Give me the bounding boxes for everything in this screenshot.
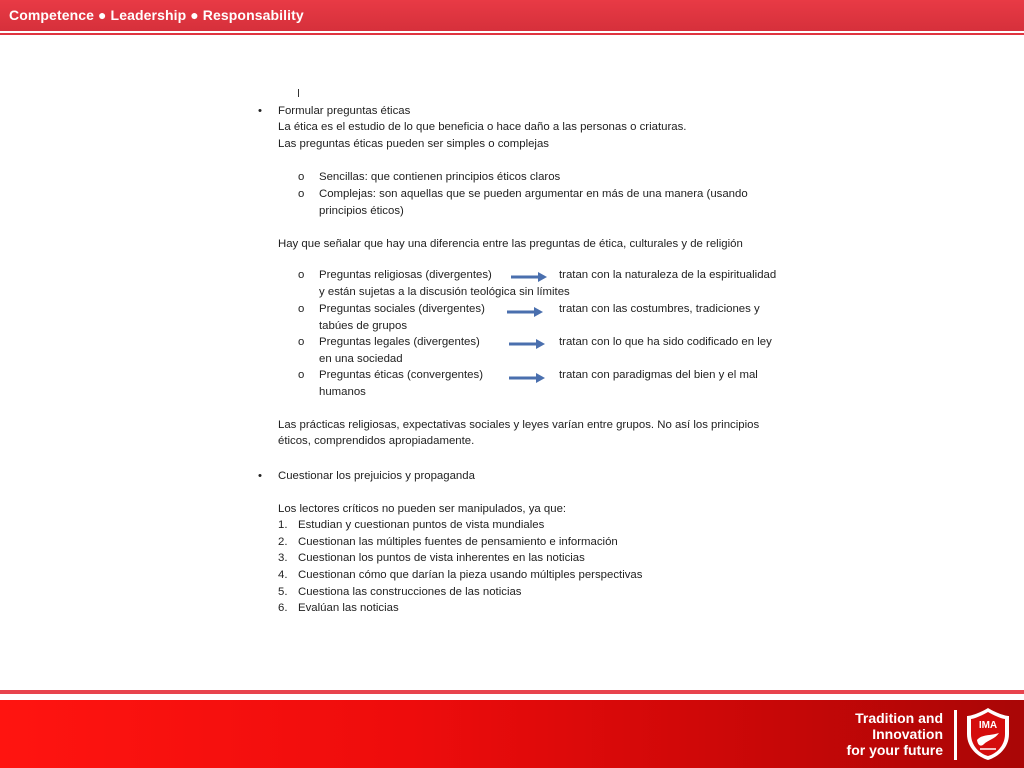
section-title: Formular preguntas éticas xyxy=(278,105,411,117)
footer-bar xyxy=(0,700,1024,768)
list-number: 6. xyxy=(278,602,288,614)
cursor-mark xyxy=(298,89,299,97)
paragraph-line: éticos, comprendidos apropiadamente. xyxy=(278,435,475,447)
list-number: 1. xyxy=(278,519,288,531)
slogan-line: Innovation xyxy=(872,726,943,742)
bullet: • xyxy=(258,470,262,482)
paragraph-line: La ética es el estudio de lo que beneficia o hace daño a las personas o criaturas. xyxy=(278,121,687,133)
comparison-continuation: tabúes de grupos xyxy=(319,320,408,332)
arrow-right-icon xyxy=(509,373,545,383)
footer-separator xyxy=(954,710,957,760)
logo-text: IMA xyxy=(978,720,998,731)
comparison-label: Preguntas sociales (divergentes) xyxy=(319,303,485,315)
list-item: Cuestionan las múltiples fuentes de pensamiento e información xyxy=(298,536,618,548)
ima-shield-logo-icon xyxy=(964,706,1012,762)
paragraph-line: Los lectores críticos no pueden ser manipulados, ya que: xyxy=(278,503,567,515)
arrow-right-icon xyxy=(509,339,545,349)
list-marker: o xyxy=(298,336,305,348)
comparison-label: Preguntas religiosas (divergentes) xyxy=(319,269,492,281)
list-marker: o xyxy=(298,303,305,315)
list-item: Complejas: son aquellas que se pueden argumentar en más de una manera (usando xyxy=(319,188,748,200)
paragraph-line: Hay que señalar que hay una diferencia entre las preguntas de ética, culturales y de religión xyxy=(278,238,743,250)
list-item: Cuestionan cómo que darían la pieza usando múltiples perspectivas xyxy=(298,569,643,581)
list-item: Cuestiona las construcciones de las noticias xyxy=(298,586,522,598)
footer-slogan xyxy=(847,710,943,758)
section-title: Cuestionar los prejuicios y propaganda xyxy=(278,470,475,482)
header-tagline: Competence ● Leadership ● Responsability xyxy=(9,7,304,23)
list-number: 2. xyxy=(278,536,288,548)
comparison-text: tratan con lo que ha sido codificado en ley xyxy=(559,336,772,348)
list-item-continuation: principios éticos) xyxy=(319,205,404,217)
bullet: • xyxy=(258,105,262,117)
comparison-continuation: y están sujetas a la discusión teológica sin límites xyxy=(319,286,570,298)
arrow-right-icon xyxy=(511,272,547,282)
comparison-text: tratan con las costumbres, tradiciones y xyxy=(559,303,760,315)
list-number: 4. xyxy=(278,569,288,581)
paragraph-line: Las prácticas religiosas, expectativas sociales y leyes varían entre grupos. No así los principios xyxy=(278,419,760,431)
comparison-label: Preguntas legales (divergentes) xyxy=(319,336,480,348)
list-item: Sencillas: que contienen principios éticos claros xyxy=(319,171,561,183)
paragraph-line: Las preguntas éticas pueden ser simples o complejas xyxy=(278,138,549,150)
list-item: Cuestionan los puntos de vista inherentes en las noticias xyxy=(298,552,585,564)
list-marker: o xyxy=(298,369,305,381)
list-number: 5. xyxy=(278,586,288,598)
list-item: Estudian y cuestionan puntos de vista mundiales xyxy=(298,519,545,531)
comparison-label: Preguntas éticas (convergentes) xyxy=(319,369,483,381)
slogan-line: for your future xyxy=(846,742,943,758)
arrow-right-icon xyxy=(507,307,543,317)
list-item: Evalúan las noticias xyxy=(298,602,399,614)
comparison-continuation: en una sociedad xyxy=(319,353,403,365)
list-marker: o xyxy=(298,269,305,281)
footer-divider xyxy=(0,690,1024,694)
list-number: 3. xyxy=(278,552,288,564)
comparison-continuation: humanos xyxy=(319,386,366,398)
list-marker: o xyxy=(298,188,305,200)
list-marker: o xyxy=(298,171,305,183)
slogan-line: Tradition and xyxy=(855,710,943,726)
comparison-text: tratan con paradigmas del bien y el mal xyxy=(559,369,758,381)
comparison-text: tratan con la naturaleza de la espiritualidad xyxy=(559,269,777,281)
